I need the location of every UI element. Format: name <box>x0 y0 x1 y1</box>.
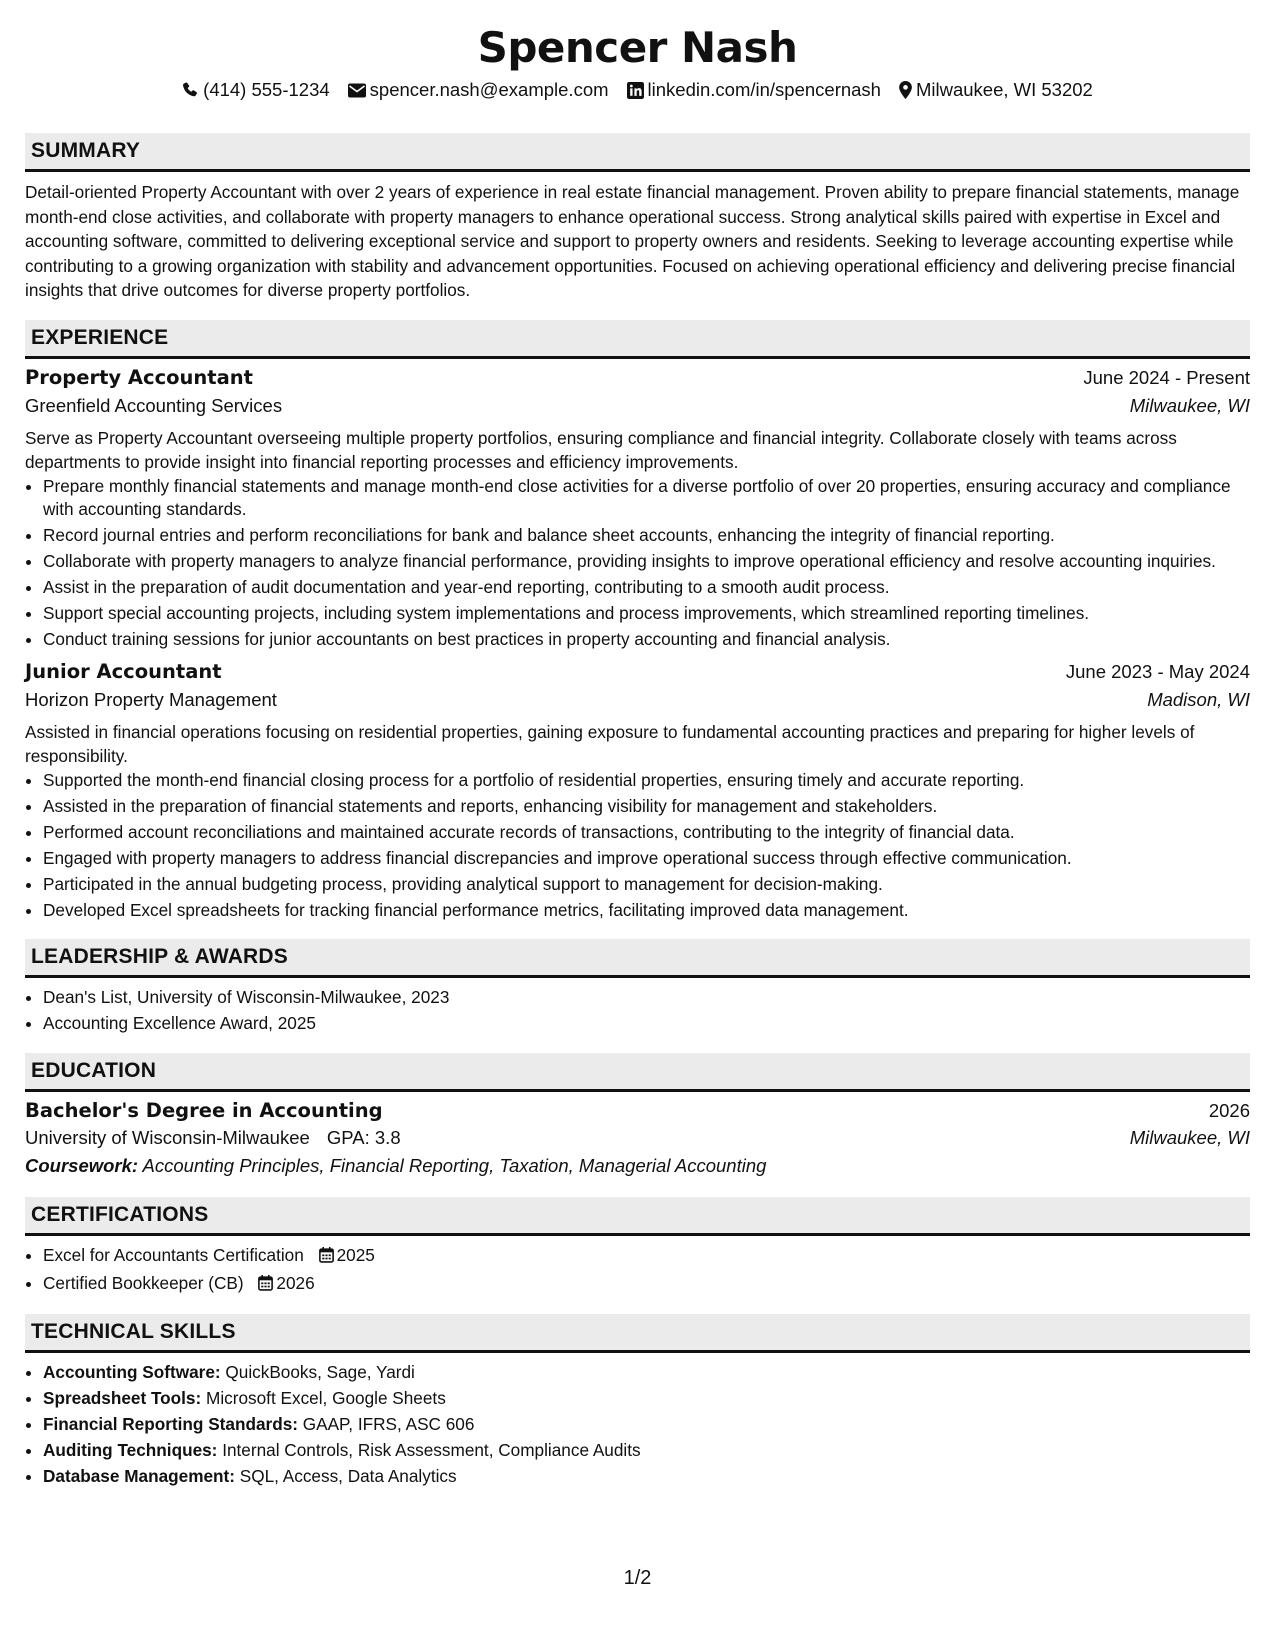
calendar-icon <box>258 1274 273 1298</box>
job-description: Assisted in financial operations focusing on residential properties, gaining exposure to fundamental accounting practices and preparing for higher levels of responsibility. <box>25 721 1195 766</box>
skill-value: Internal Controls, Risk Assessment, Compliance Audits <box>222 1440 641 1460</box>
linkedin-text: linkedin.com/in/spencernash <box>647 79 881 100</box>
job-dates: June 2023 - May 2024 <box>1065 660 1250 682</box>
list-item: • Dean's List, University of Wisconsin-Milwaukee, 2023 <box>43 986 1250 1010</box>
certification-name: Excel for Accountants Certification <box>43 1244 304 1265</box>
list-item <box>43 1465 1250 1489</box>
job-entry <box>25 366 1250 652</box>
gpa: GPA: 3.8 <box>326 1126 401 1148</box>
list-item: • Supported the month-end financial closing process for a portfolio of residential properties, ensuring timely and accurate reporting. <box>43 769 1250 793</box>
job-company: Horizon Property Management <box>25 688 277 710</box>
list-item: • Support special accounting projects, including system implementations and process improvements, which streamlined reporting timelines. <box>43 602 1250 626</box>
skill-label: Accounting Software: <box>43 1362 221 1382</box>
contact-bar <box>25 78 1250 102</box>
education-heading: EDUCATION <box>25 1053 1250 1092</box>
list-item: • Performed account reconciliations and maintained accurate records of transactions, contributing to the integrity of financial data. <box>43 821 1250 845</box>
envelope-icon <box>348 83 366 98</box>
linkedin-icon <box>627 82 644 99</box>
skill-label: Auditing Techniques: <box>43 1440 218 1460</box>
list-item: • Engaged with property managers to address financial discrepancies and improve operational success through effective communication. <box>43 847 1250 871</box>
coursework-line <box>25 1155 1250 1177</box>
certification-year: 2026 <box>276 1272 315 1293</box>
list-item <box>43 1361 1250 1385</box>
coursework-label: Coursework: <box>25 1154 139 1176</box>
school-name: University of Wisconsin-Milwaukee <box>25 1126 310 1148</box>
school-line <box>25 1127 401 1149</box>
skills-heading: TECHNICAL SKILLS <box>25 1314 1250 1353</box>
list-item <box>43 1272 1250 1298</box>
job-company: Greenfield Accounting Services <box>25 394 283 416</box>
skill-value: SQL, Access, Data Analytics <box>239 1466 457 1486</box>
certifications-heading: CERTIFICATIONS <box>25 1197 1250 1236</box>
candidate-name: Spencer Nash <box>477 23 798 72</box>
list-item: • Assist in the preparation of audit documentation and year-end reporting, contributing to a smooth audit process. <box>43 576 1250 600</box>
contact-phone[interactable] <box>182 78 330 102</box>
job-bullets <box>25 769 1250 923</box>
coursework-list: Accounting Principles, Financial Reporting, Taxation, Managerial Accounting <box>142 1154 767 1176</box>
job-location: Madison, WI <box>1147 688 1250 710</box>
skill-label: Financial Reporting Standards: <box>43 1414 298 1434</box>
job-location: Milwaukee, WI <box>1129 394 1250 416</box>
job-dates: June 2024 - Present <box>1083 366 1250 388</box>
experience-heading: EXPERIENCE <box>25 320 1250 359</box>
leadership-heading: LEADERSHIP & AWARDS <box>25 939 1250 978</box>
skills-list <box>25 1361 1250 1489</box>
certification-year: 2025 <box>336 1244 375 1265</box>
skill-value: GAAP, IFRS, ASC 606 <box>302 1414 475 1434</box>
contact-linkedin[interactable] <box>627 78 881 102</box>
list-item: • Developed Excel spreadsheets for tracking financial performance metrics, facilitating improved data management. <box>43 899 1250 923</box>
list-item: • Record journal entries and perform reconciliations for bank and balance sheet accounts, enhancing the integrity of financial reporting. <box>43 524 1250 548</box>
skill-label: Spreadsheet Tools: <box>43 1388 202 1408</box>
list-item: • Prepare monthly financial statements and manage month-end close activities for a diverse portfolio of over 20 properties, ensuring accuracy and compliance with accounting standards. <box>43 475 1250 522</box>
list-item: • Accounting Excellence Award, 2025 <box>43 1012 1250 1036</box>
certification-name: Certified Bookkeeper (CB) <box>43 1272 244 1293</box>
education-entry <box>25 1099 1250 1177</box>
degree-title: Bachelor's Degree in Accounting <box>25 1098 383 1122</box>
summary-heading: SUMMARY <box>25 133 1250 172</box>
list-item: • Conduct training sessions for junior accountants on best practices in property accounting and financial analysis. <box>43 628 1250 652</box>
page-number: 1/2 <box>623 1567 652 1589</box>
list-item <box>43 1244 1250 1270</box>
job-bullets <box>25 475 1250 652</box>
contact-email[interactable] <box>348 78 609 102</box>
phone-icon <box>182 82 199 99</box>
summary-text: Detail-oriented Property Accountant with over 2 years of experience in real estate financial management. Proven ability to prepare financial statements, manage month-end close activities, and collaborate with property managers to enhance operational success. Strong analytical skills paired with expertise in Excel and accounting software, committed to delivering exceptional service and support to property owners and residents. Seeking to leverage accounting expertise while contributing to a growing organization with stability and advancement opportunities. Focused on achieving operational efficiency and delivering precise financial insights that drive outcomes for diverse property portfolios. <box>25 182 1240 300</box>
map-marker-icon <box>899 81 912 99</box>
graduation-year: 2026 <box>1208 1099 1250 1121</box>
job-title: Junior Accountant <box>25 659 222 683</box>
list-item <box>43 1413 1250 1437</box>
list-item: • Assisted in the preparation of financial statements and reports, enhancing visibility for management and stakeholders. <box>43 795 1250 819</box>
school-location: Milwaukee, WI <box>1129 1126 1250 1148</box>
calendar-icon <box>319 1246 334 1270</box>
list-item <box>43 1439 1250 1463</box>
contact-location <box>899 78 1093 102</box>
list-item: • Collaborate with property managers to analyze financial performance, providing insights to improve operational efficiency and resolve accounting inquiries. <box>43 550 1250 574</box>
skill-value: QuickBooks, Sage, Yardi <box>225 1362 415 1382</box>
job-title: Property Accountant <box>25 365 253 389</box>
skill-label: Database Management: <box>43 1466 235 1486</box>
email-text: spencer.nash@example.com <box>369 79 609 100</box>
location-text: Milwaukee, WI 53202 <box>915 79 1093 100</box>
certifications-list <box>25 1244 1250 1298</box>
list-item <box>43 1387 1250 1411</box>
list-item: • Participated in the annual budgeting process, providing analytical support to management for decision-making. <box>43 873 1250 897</box>
job-description: Serve as Property Accountant overseeing multiple property portfolios, ensuring compliance and financial integrity. Collaborate closely with teams across departments to provide insight into financial reporting processes and efficiency improvements. <box>25 427 1177 472</box>
skill-value: Microsoft Excel, Google Sheets <box>206 1388 446 1408</box>
leadership-list <box>25 986 1250 1036</box>
phone-text: (414) 555-1234 <box>203 79 330 100</box>
resume-page <box>25 0 1250 1491</box>
job-entry <box>25 660 1250 923</box>
